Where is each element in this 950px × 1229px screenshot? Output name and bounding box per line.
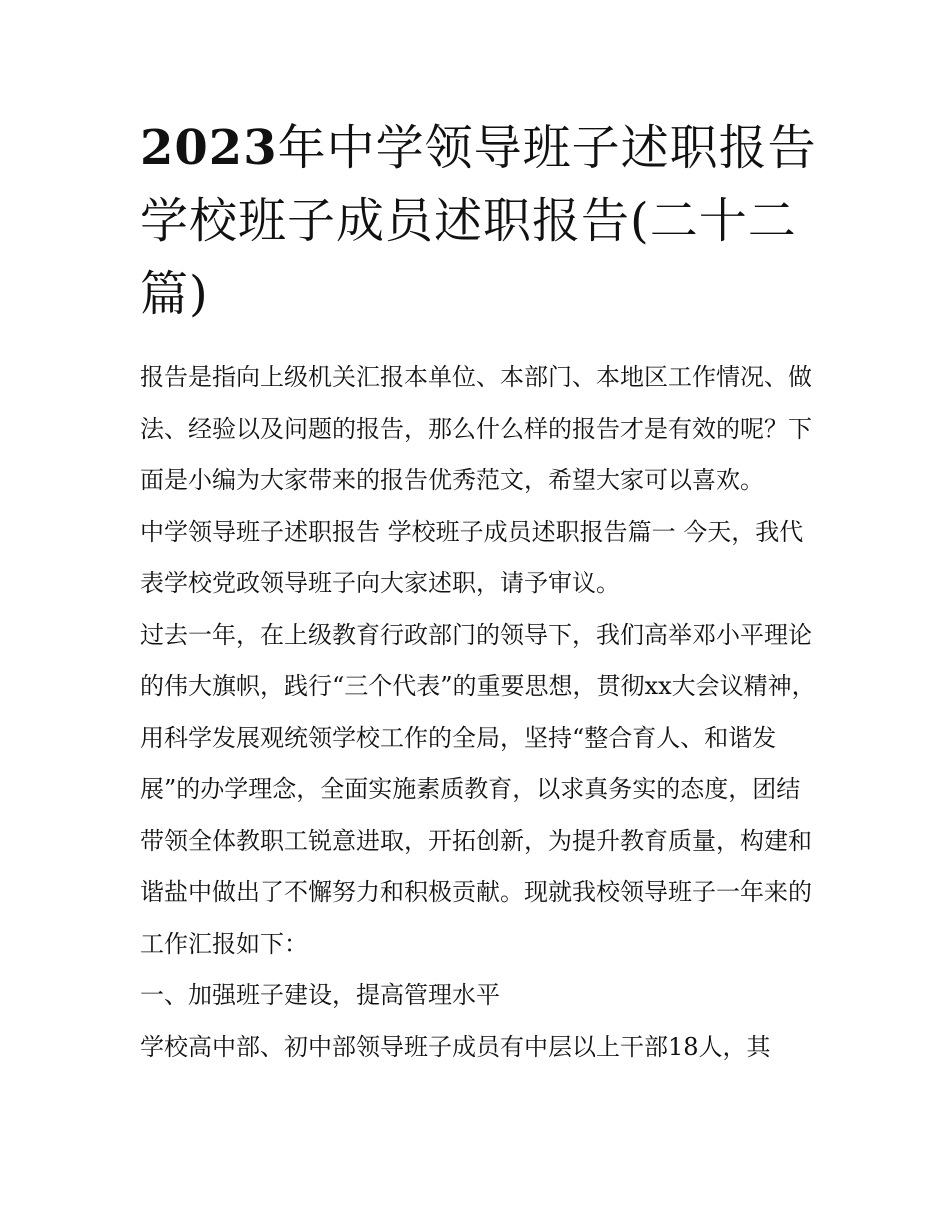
- document-title: [140, 112, 820, 331]
- paragraph-opening: 中学领导班子述职报告 学校班子成员述职报告篇一 今天，我代表学校党政领导班子向大家述职，请予审议。: [140, 517, 804, 597]
- section-heading: 一、加强班子建设，提高管理水平: [140, 981, 500, 1009]
- document-page: [140, 0, 820, 1229]
- paragraph-team: 学校高中部、初中部领导班子成员有中层以上干部18人，其: [140, 1032, 771, 1061]
- title-year: 2023: [140, 120, 278, 176]
- paragraph-intro: 报告是指向上级机关汇报本单位、本部门、本地区工作情况、做法、经验以及问题的报告，那么什么样的报告才是有效的呢？下面是小编为大家带来的报告优秀范文，希望大家可以喜欢。: [140, 363, 812, 494]
- title-text: 年中学领导班子述职报告 学校班子成员述职报告(二十二篇): [140, 120, 817, 322]
- document-body: [140, 352, 820, 1073]
- paragraph-summary: 过去一年，在上级教育行政部门的领导下，我们高举邓小平理论的伟大旗帜，践行“三个代表”的重要思想，贯彻xx大会议精神，用科学发展观统领学校工作的全局，坚持“整合育人、和谐发展”的办学理念，全面实施素质教育，以求真务实的态度，团结带领全体教职工锐意进取，开拓创新，为提升教育质量，构建和谐盐中做出了不懈努力和积极贡献。现就我校领导班子一年来的工作汇报如下：: [140, 620, 816, 958]
